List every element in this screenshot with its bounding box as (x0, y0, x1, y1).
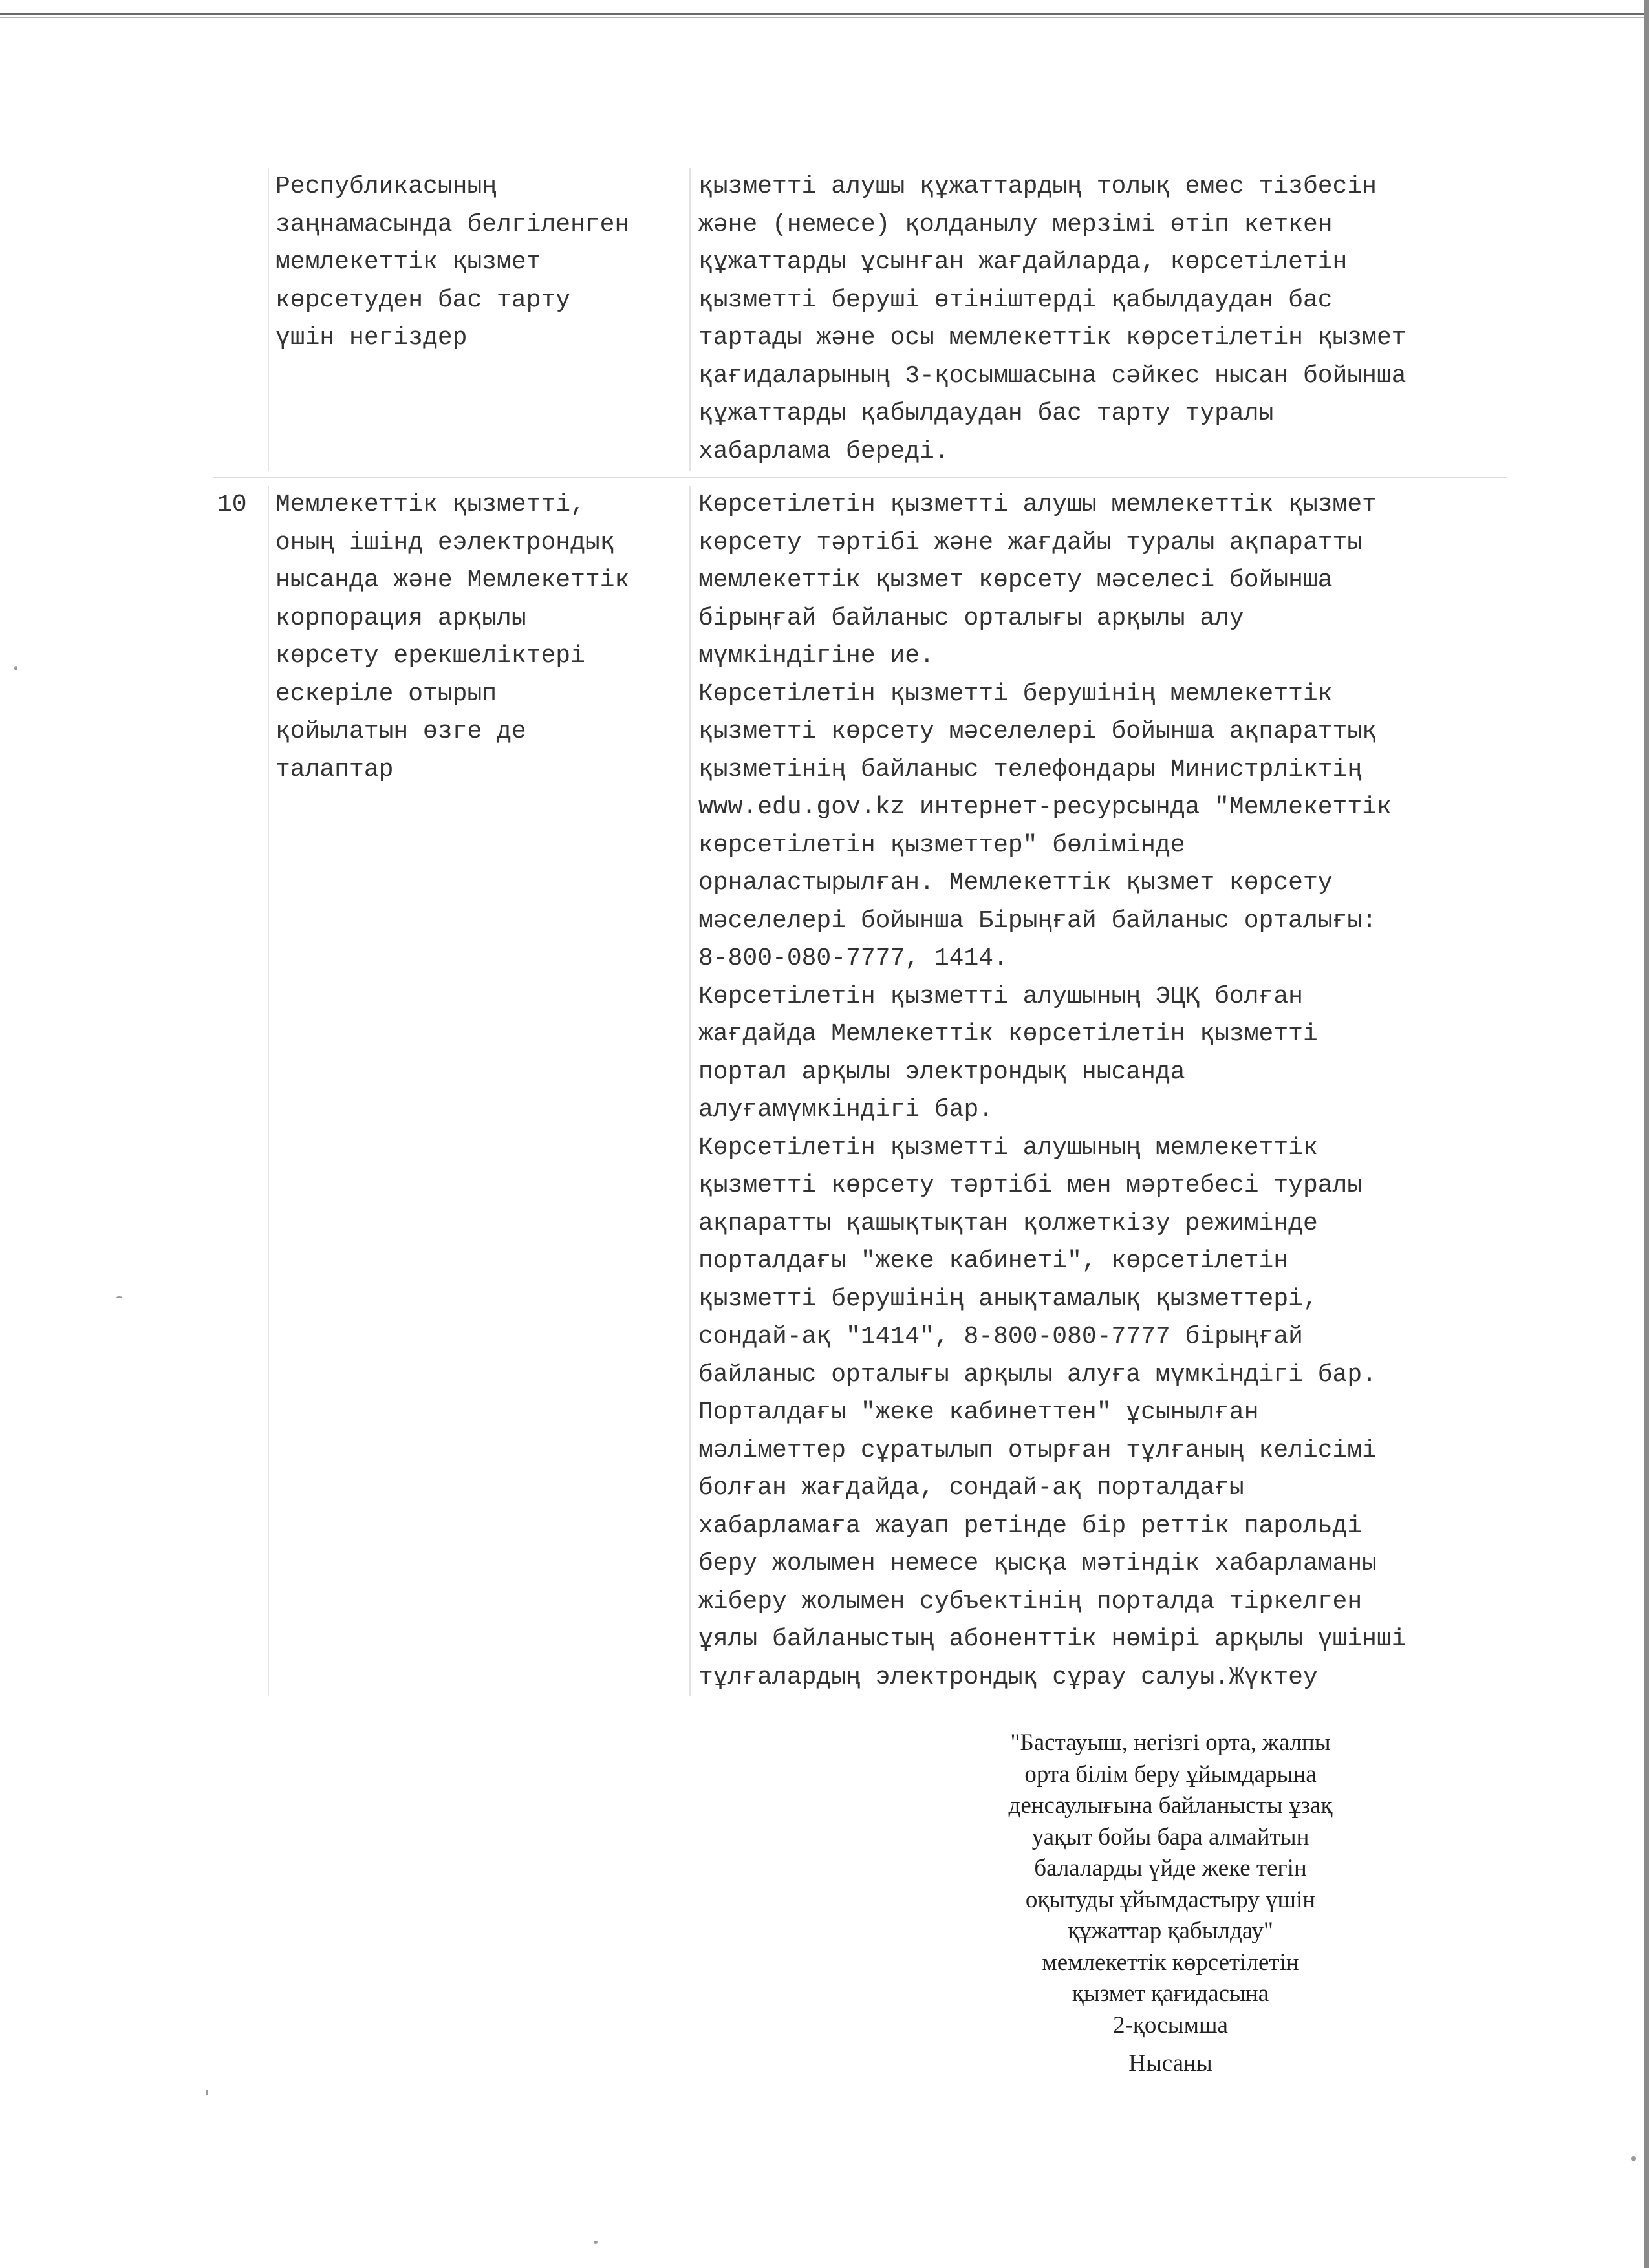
row-text-cell (689, 486, 1507, 1696)
label-line: Мемлекеттік қызметті, (275, 491, 585, 519)
text-line: көрсету тәртібі және жағдайы туралы ақпаратты (698, 528, 1363, 557)
text-line: орналастырылған. Мемлекеттік қызмет көрсету (698, 869, 1333, 897)
table-row-10 (213, 478, 1507, 1696)
scan-speck (594, 2241, 598, 2244)
label-line: көрсетуден бас тарту (275, 286, 571, 314)
scan-speck (116, 1296, 122, 1298)
text-line: ақпаратты қашықтықтан қолжеткізу режимінде (698, 1209, 1318, 1237)
text-line: хабарламаға жауап ретінде бір реттік парольді (698, 1512, 1363, 1540)
appendix-line: қызмет қағидасына (1072, 1980, 1269, 2007)
label-line: ескеріле отырып (275, 679, 497, 708)
text-line: құжаттарды қабылдаудан бас тарту туралы (698, 400, 1274, 427)
appendix-line: уақыт бойы бара алмайтын (1031, 1823, 1310, 1850)
scan-border-top-thin (0, 17, 1649, 18)
scan-speck (206, 2090, 208, 2095)
text-line: мәселелері бойынша Бірыңғай байланыс орталығы: (698, 906, 1377, 935)
text-line: хабарлама береді. (698, 437, 949, 465)
label-line: қойылатын өзге де (275, 718, 526, 745)
appendix-line: мемлекеттік көрсетілетін (1042, 1949, 1299, 1976)
text-line: мемлекеттік қызмет көрсету мәселесі бойынша (698, 566, 1333, 594)
scan-border-top (0, 13, 1649, 15)
text-line: жіберу жолымен субъектінің порталда тіркелген (698, 1587, 1363, 1616)
text-line: Көрсетілетін қызметті алушының мемлекеттік (698, 1133, 1318, 1162)
appendix-line: құжаттар қабылдау" (1068, 1918, 1273, 1944)
label-line: нысанда және Мемлекеттік (275, 566, 630, 594)
row-number-cell: 10 (217, 491, 247, 519)
text-line: портал арқылы электрондық нысанда (698, 1058, 1185, 1086)
label-line: корпорация арқылы (275, 604, 526, 632)
text-line: порталдағы "жеке кабинеті", көрсетілетін (698, 1247, 1289, 1275)
text-line: 8-800-080-7777, 1414. (698, 945, 1008, 972)
row-number-cell (213, 168, 268, 471)
text-line: мәліметтер сұратылып отырған тұлғаның келісімі (698, 1436, 1377, 1464)
text-line: қызметті беруші өтініштерді қабылдаудан бас (698, 286, 1333, 314)
label-line: үшін негіздер (275, 324, 468, 352)
scan-speck (14, 666, 17, 670)
label-line: талаптар (275, 755, 394, 784)
text-line: Порталдағы "жеке кабинеттен" ұсынылған (698, 1398, 1259, 1426)
text-line: алуғамүмкіндігі бар. (698, 1096, 994, 1124)
text-line: Көрсетілетін қызметті алушының ЭЦҚ болған (698, 982, 1303, 1011)
label-line: көрсету ерекшеліктері (275, 642, 585, 670)
scan-border-right (1644, 0, 1649, 2268)
appendix-line: денсаулығына байланысты ұзақ (1008, 1792, 1333, 1819)
text-line: құжаттарды ұсынған жағдайларда, көрсетілетін (698, 248, 1348, 276)
text-line: сондай-ақ "1414", 8-800-080-7777 бірыңғай (698, 1323, 1303, 1351)
scan-speck (1631, 2156, 1636, 2161)
text-line: Көрсетілетін қызметті берушінің мемлекеттік (698, 679, 1333, 708)
text-line: болған жағдайда, сондай-ақ порталдағы (698, 1474, 1244, 1502)
label-line: мемлекеттік қызмет (275, 248, 541, 276)
text-line: мүмкіндігіне ие. (698, 642, 934, 670)
text-line: байланыс орталығы арқылы алуға мүмкіндігі бар. (698, 1360, 1377, 1389)
table-row-continuation (213, 168, 1507, 478)
text-line: қызметті көрсету тәртібі мен мәртебесі туралы (698, 1171, 1363, 1199)
appendix-line: 2-қосымша (1113, 2011, 1228, 2038)
text-line: www.edu.gov.kz интернет-ресурсында "Мемлекеттік (698, 793, 1392, 821)
text-line: беру жолымен немесе қысқа мәтіндік хабарламаны (698, 1550, 1377, 1578)
row-label-cell (268, 168, 689, 471)
text-line: қағидаларының 3-қосымшасына сәйкес нысан бойынша (698, 361, 1406, 390)
text-line: бірыңғай байланыс орталығы арқылы алу (698, 604, 1244, 632)
appendix-line: оқытуды ұйымдастыру үшін (1025, 1886, 1316, 1913)
text-line: және (немесе) қолданылу мерзімі өтіп кеткен (698, 210, 1333, 239)
label-line: заңнамасында белгіленген (275, 210, 630, 239)
text-line: көрсетілетін қызметтер" бөлімінде (698, 831, 1185, 859)
requirements-table (213, 168, 1507, 1696)
text-line: тартады және осы мемлекеттік көрсетілетін қызмет (698, 324, 1406, 352)
text-line: жағдайда Мемлекеттік көрсетілетін қызметті (698, 1020, 1318, 1048)
label-line: оның ішінд еэлектрондық (275, 528, 615, 557)
text-line: ұялы байланыстың абоненттік нөмірі арқылы үшінші (698, 1625, 1406, 1653)
appendix-line: орта білім беру ұйымдарына (1024, 1760, 1317, 1788)
appendix-reference (931, 1728, 1410, 2041)
row-text-cell (689, 168, 1507, 471)
text-line: тұлғалардың электрондық сұрау салуы.Жүктеу (698, 1663, 1318, 1691)
row-label-cell (268, 486, 689, 1696)
form-label: Нысаны (1128, 2050, 1212, 2077)
appendix-line: "Бастауыш, негізгі орта, жалпы (1010, 1729, 1331, 1756)
text-line: қызметті берушінің анықтамалық қызметтері, (698, 1285, 1318, 1313)
text-line: Көрсетілетін қызметті алушы мемлекеттік қызмет (698, 491, 1377, 519)
appendix-line: балаларды үйде жеке тегін (1034, 1855, 1307, 1881)
label-line: Республикасының (275, 173, 497, 200)
text-line: қызметті көрсету мәселелері бойынша ақпараттық (698, 718, 1377, 745)
text-line: қызметті алушы құжаттардың толық емес тізбесін (698, 173, 1377, 200)
text-line: қызметінің байланыс телефондары Министрліктің (698, 755, 1363, 784)
